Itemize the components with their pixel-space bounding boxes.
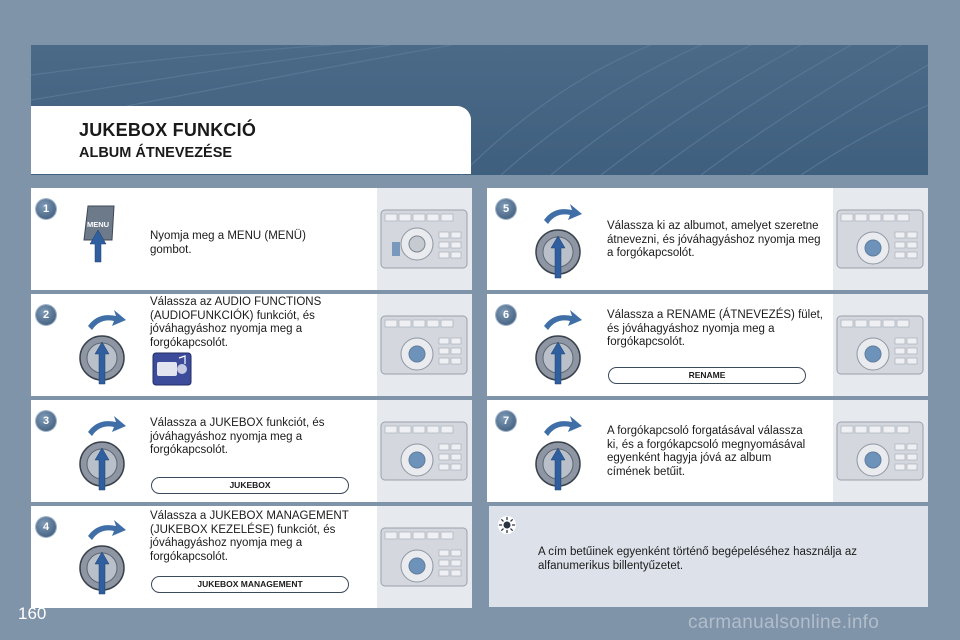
tip-text: A cím betűinek egyenként történő begépeléséhez használja az alfanumerikus billentyűzetet.: [538, 546, 858, 572]
step-number-badge: 3: [36, 411, 56, 431]
step-number-badge: 2: [36, 305, 56, 325]
control-panel-illustration: [833, 400, 928, 502]
step-number-badge: 6: [496, 305, 516, 325]
rotary-knob-icon[interactable]: [532, 414, 588, 494]
control-panel-illustration: [833, 188, 928, 290]
control-panel-illustration: [377, 506, 472, 608]
step-number-badge: 7: [496, 411, 516, 431]
rotary-knob-icon[interactable]: [76, 518, 132, 598]
rotary-knob-icon[interactable]: [76, 308, 132, 388]
step-text-5: Válassza ki az albumot, amelyet szeretne átnevezni, és jóváhagyáshoz nyomja meg a forgókapcsolót.: [607, 220, 821, 259]
watermark: carmanualsonline.info: [688, 612, 880, 633]
menu-option-jukebox-management[interactable]: JUKEBOX MANAGEMENT: [151, 576, 349, 593]
step-number-badge: 4: [36, 517, 56, 537]
step-text-2: Válassza az AUDIO FUNCTIONS (AUDIOFUNKCIÓK) funkciót, és jóváhagyáshoz nyomja meg a forgókapcsolót.: [150, 296, 322, 349]
control-panel-illustration: [377, 188, 472, 290]
page-number: 160: [18, 604, 47, 623]
control-panel-illustration: [377, 294, 472, 396]
step-text-1: Nyomja meg a MENU (MENÜ) gombot.: [150, 230, 306, 256]
step-number-badge: 5: [496, 199, 516, 219]
page-title: JUKEBOX FUNKCIÓ: [79, 120, 257, 140]
rotary-knob-icon[interactable]: [532, 202, 588, 282]
step-number-badge: 1: [36, 199, 56, 219]
control-panel-illustration: [377, 400, 472, 502]
step-text-4: Válassza a JUKEBOX MANAGEMENT (JUKEBOX KEZELÉSE) funkciót, és jóváhagyáshoz nyomja meg a forgókapcsolót.: [150, 510, 349, 563]
step-text-3: Válassza a JUKEBOX funkciót, és jóváhagyáshoz nyomja meg a forgókapcsolót.: [150, 417, 325, 456]
rotary-knob-icon[interactable]: [532, 308, 588, 388]
menu-option-rename[interactable]: RENAME: [608, 367, 806, 384]
menu-button-label: MENU: [86, 220, 110, 229]
menu-button-icon[interactable]: [82, 204, 116, 266]
audio-functions-icon: [152, 352, 192, 386]
step-text-7: A forgókapcsoló forgatásával válassza ki, és a forgókapcsoló megnyomásával egyenként hagyja jóvá az album címének betűit.: [607, 425, 806, 478]
sun-tip-icon: [497, 515, 517, 535]
step-text-6: Válassza a RENAME (ÁTNEVEZÉS) fület, és jóváhagyáshoz nyomja meg a forgókapcsolót.: [607, 309, 824, 348]
menu-option-jukebox[interactable]: JUKEBOX: [151, 477, 349, 494]
control-panel-illustration: [833, 294, 928, 396]
rotary-knob-icon[interactable]: [76, 414, 132, 494]
page-subtitle: ALBUM ÁTNEVEZÉSE: [79, 145, 233, 161]
